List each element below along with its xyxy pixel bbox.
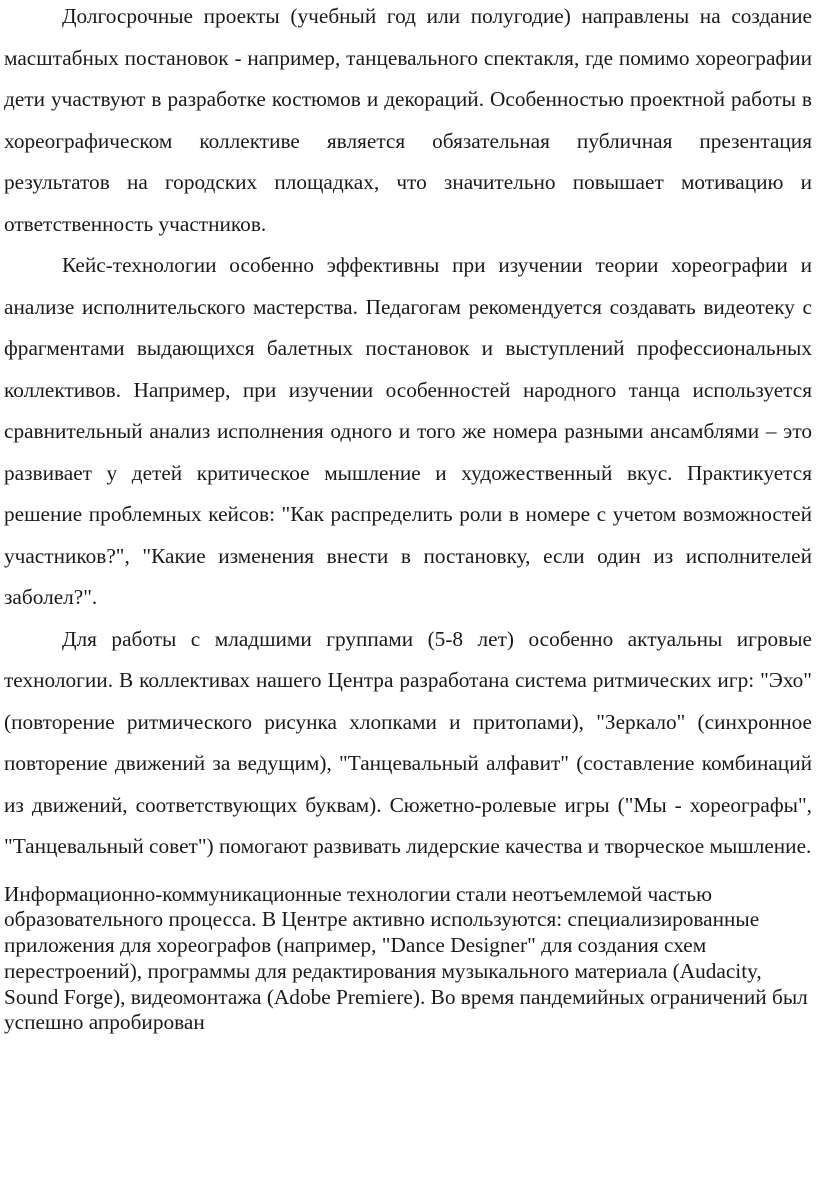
paragraph-long-term-projects: Долгосрочные проекты (учебный год или полугодие) направлены на создание масштабных постановок - например, танцевального спектакля, где помимо хореографии дети участвуют в разработке костюмов и декораций. Особенностью проектной работы в хореографическом коллективе является обязательная публичная презентация результатов на городских площадках, что значительно повышает мотивацию и ответственность участников. <box>4 4 812 236</box>
paragraph-ict: Информационно-коммуникационные технологии стали неотъемлемой частью образовательного процесса. В Центре активно используются: специализированные приложения для хореографов (например, "Dance Designer" для создания схем перестроений), программы для редактирования музыкального материала (Audacity, Sound Forge), видеомонтажа (Adobe Premiere). Во время пандемийных ограничений был успешно апробирован <box>4 881 808 1035</box>
paragraph-case-technologies: Кейс-технологии особенно эффективны при изучении теории хореографии и анализе исполнительского мастерства. Педагогам рекомендуется создавать видеотеку с фрагментами выдающихся балетных постановок и выступлений профессиональных коллективов. Например, при изучении особенностей народного танца используется сравнительный анализ исполнения одного и того же номера разными ансамблями – это развивает у детей критическое мышление и художественный вкус. Практикуется решение проблемных кейсов: "Как распределить роли в номере с учетом возможностей участников?", "Какие изменения внести в постановку, если один из исполнителей заболел?". <box>4 253 812 609</box>
paragraph-game-technologies: Для работы с младшими группами (5-8 лет) особенно актуальны игровые технологии. В коллективах нашего Центра разработана система ритмических игр: "Эхо" (повторение ритмического рисунка хлопками и притопами), "Зеркало" (синхронное повторение движений за ведущим), "Танцевальный алфавит" (составление комбинаций из движений, соответствующих буквам). Сюжетно-ролевые игры ("Мы - хореографы", "Танцевальный совет") помогают развивать лидерские качества и творческое мышление. <box>4 626 812 858</box>
document-page <box>4 0 812 1036</box>
